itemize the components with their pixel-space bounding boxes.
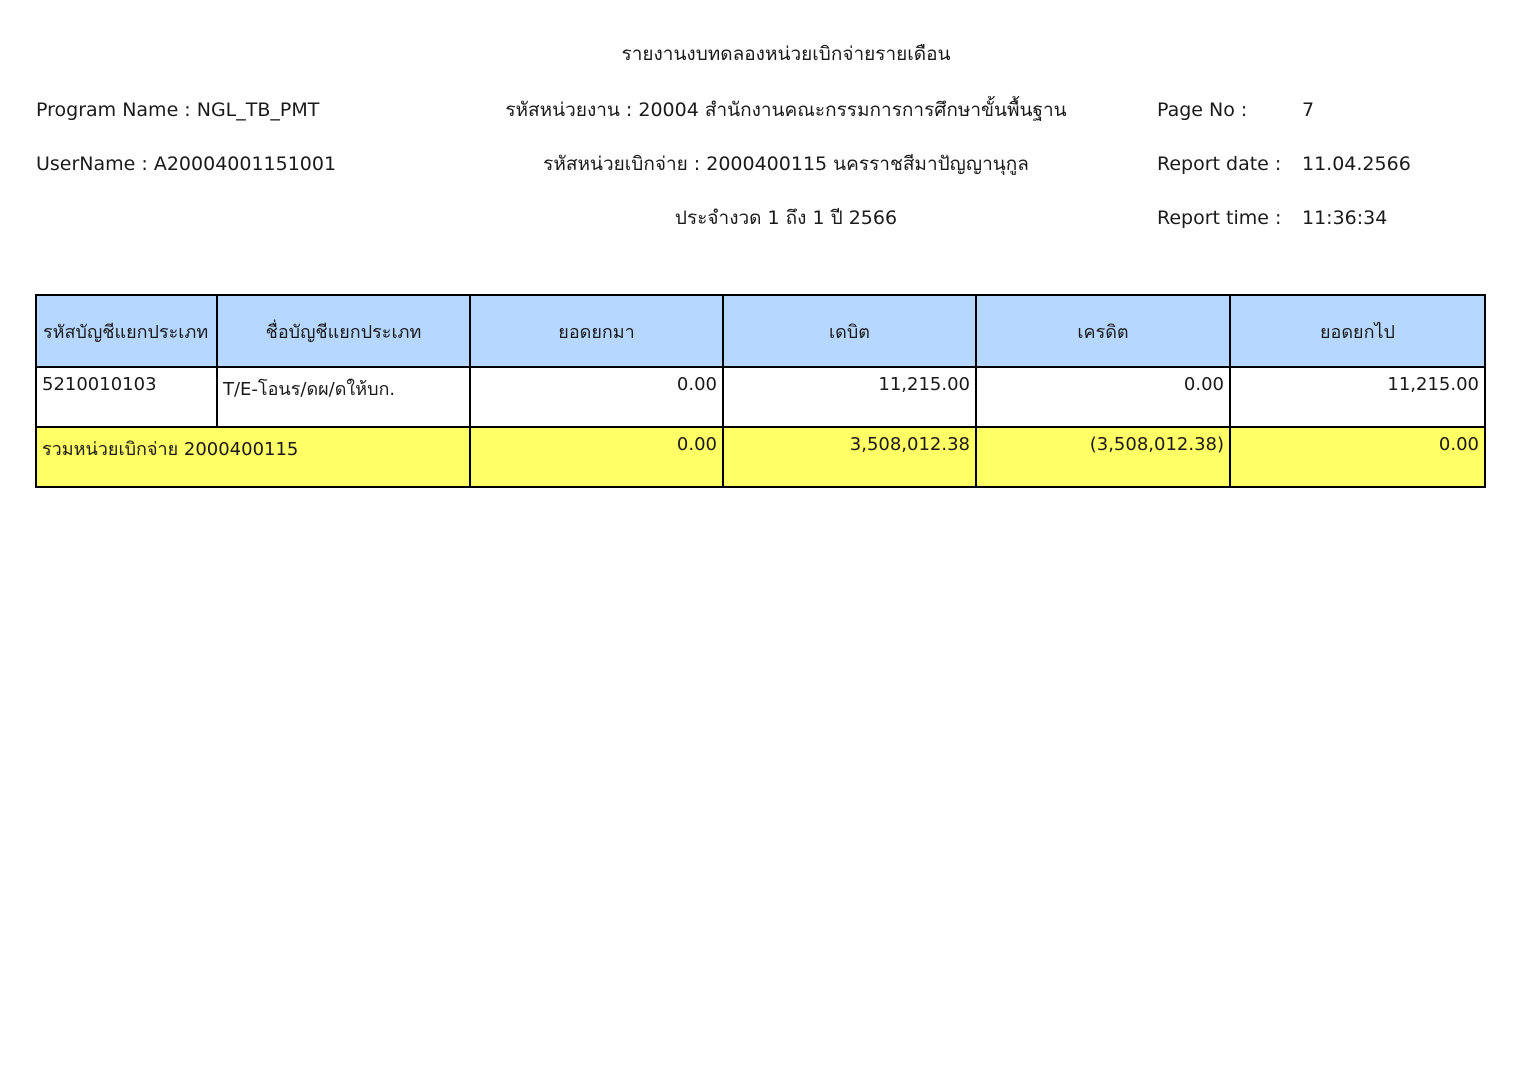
header-brought-forward: ยอดยกมา (470, 295, 723, 367)
cell-brought-forward: 0.00 (470, 367, 723, 427)
period-line: ประจำงวด 1 ถึง 1 ปี 2566 (674, 207, 898, 229)
page-no-value: 7 (1302, 99, 1315, 121)
cell-account-code: 5210010103 (36, 367, 217, 427)
report-time-value: 11:36:34 (1302, 207, 1388, 229)
total-carried-forward: 0.00 (1230, 427, 1485, 487)
agency-line: รหัสหน่วยงาน : 20004 สำนักงานคณะกรรมการการศึกษาขั้นพื้นฐาน (505, 99, 1067, 121)
report-title: รายงานงบทดลองหน่วยเบิกจ่ายรายเดือน (621, 43, 951, 65)
total-brought-forward: 0.00 (470, 427, 723, 487)
cell-account-name: T/E-โอนร/ดผ/ดให้บก. (217, 367, 470, 427)
trial-balance-table (35, 294, 1486, 488)
cell-carried-forward: 11,215.00 (1230, 367, 1485, 427)
disbursement-unit-line: รหัสหน่วยเบิกจ่าย : 2000400115 นครราชสีมาปัญญานุกูล (543, 153, 1029, 175)
cell-credit: 0.00 (976, 367, 1230, 427)
table-header-row (36, 295, 1485, 367)
total-label: รวมหน่วยเบิกจ่าย 2000400115 (36, 427, 470, 487)
program-name: Program Name : NGL_TB_PMT (36, 99, 320, 121)
report-date-value: 11.04.2566 (1302, 153, 1411, 175)
report-date-label: Report date : (1157, 153, 1282, 175)
header-carried-forward: ยอดยกไป (1230, 295, 1485, 367)
header-account-code: รหัสบัญชีแยกประเภท (36, 295, 217, 367)
header-account-name: ชื่อบัญชีแยกประเภท (217, 295, 470, 367)
page-no-label: Page No : (1157, 99, 1248, 121)
header-credit: เครดิต (976, 295, 1230, 367)
report-time-label: Report time : (1157, 207, 1282, 229)
cell-debit: 11,215.00 (723, 367, 976, 427)
total-credit: (3,508,012.38) (976, 427, 1230, 487)
total-debit: 3,508,012.38 (723, 427, 976, 487)
table-row (36, 367, 1485, 427)
total-row (36, 427, 1485, 487)
header-debit: เดบิต (723, 295, 976, 367)
user-name: UserName : A20004001151001 (36, 153, 337, 175)
